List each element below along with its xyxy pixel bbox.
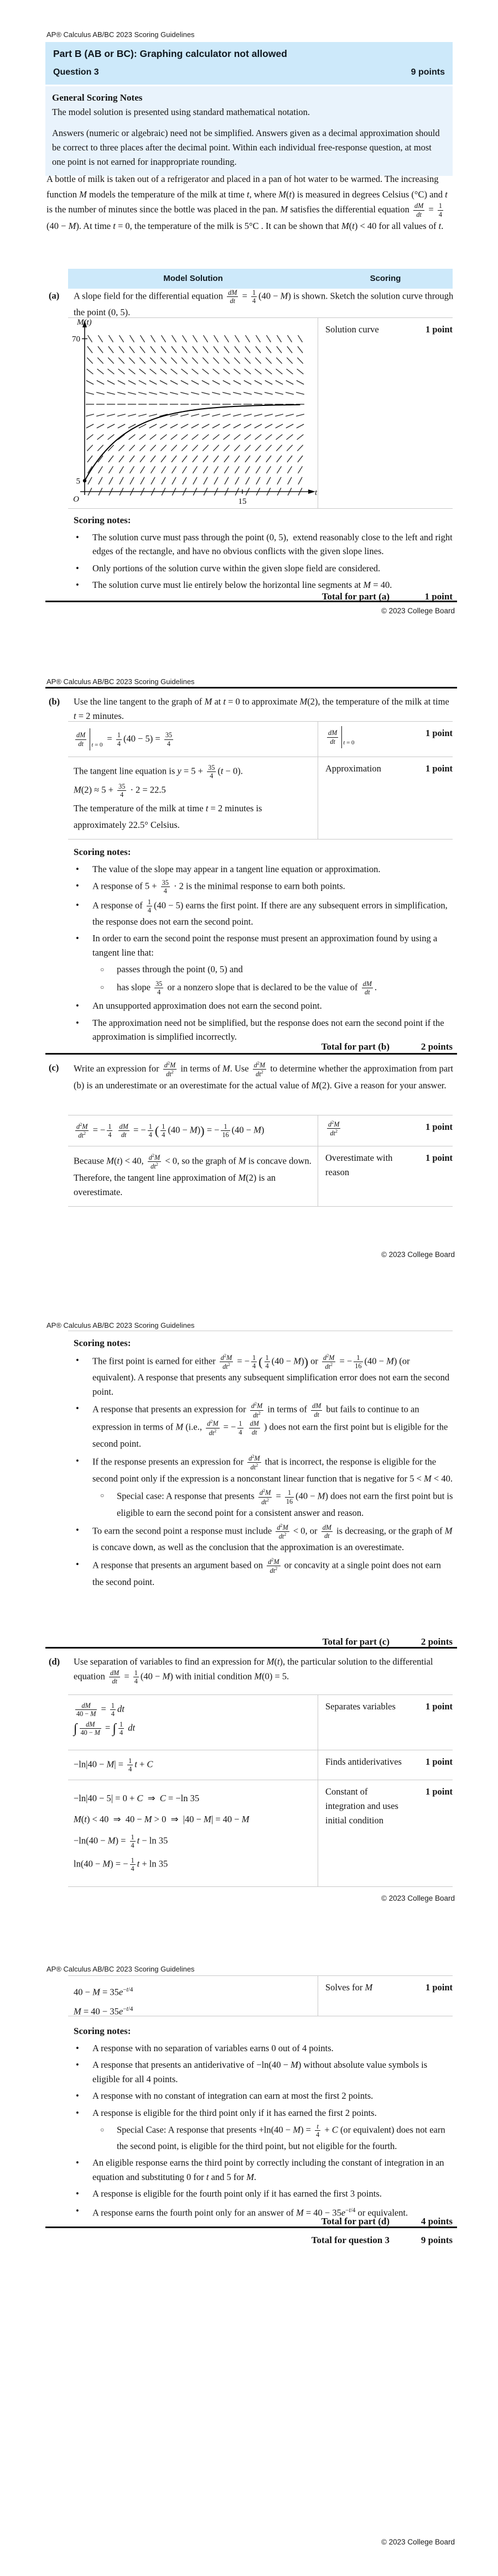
scoring-label: Overestimate with reason [325, 1153, 393, 1177]
points-badge: 1 point [425, 324, 453, 335]
bullet-text: In order to earn the second point the response must present an approximation found by using a tangent line that: [92, 933, 438, 958]
scoring-note-item [74, 530, 454, 559]
bullet-marker: • [76, 2042, 79, 2053]
scoring-note-item [74, 2106, 454, 2120]
part-b-label: (b) [49, 696, 60, 707]
points-badge: 1 point [425, 763, 453, 774]
scoring-notes-title: Scoring notes: [74, 515, 131, 525]
scoring-cell [318, 1115, 453, 1146]
model-solution-cell: Because M(t) < 40, $\frac{d^2M}{dt^2}$ < 0, so the graph of M is concave down. Therefore, the tangent line approximation of M(2) is an overestimate. [68, 1146, 318, 1206]
scoring-notes-title: Scoring notes: [74, 847, 131, 857]
scoring-label: $\frac{dM}{dt}$ t = 0 [325, 726, 356, 748]
general-scoring-notes-panel [45, 86, 453, 176]
bullet-text: Only portions of the solution curve within the given slope field are considered. [92, 562, 381, 573]
page-footer: © 2023 College Board [381, 1250, 455, 1259]
bullet-marker: • [76, 2107, 79, 2118]
points-badge: 1 point [425, 1786, 453, 1797]
page-footer: © 2023 College Board [381, 2538, 455, 2546]
bullet-marker: • [76, 1524, 79, 1535]
part-c-prompt: Write an expression for $\frac{d^2M}{dt^2}$ in terms of M. Use $\frac{d^2M}{dt^2}$ to determine whether the approximation from part (b) is an underestimate or an overestimate for the actual value of M(2). Give a reason for your answer. [74, 1061, 454, 1091]
part-b-prompt: Use the line tangent to the graph of M at t = 0 to approximate M(2), the temperature of the milk at time t = 2 minutes. [74, 696, 449, 721]
scoring-note-item [74, 1401, 454, 1451]
column-header-scoring: Scoring [370, 274, 401, 283]
scoring-note-item [74, 1353, 454, 1399]
total-label: Total for part (b) [321, 1041, 390, 1052]
bullet-marker: • [76, 1354, 79, 1365]
bullet-text: has slope $\frac{35}{4}$ or a nonzero slope that is declared to be the value of $\frac{dM}{dt}$ . [117, 979, 377, 996]
bullet-marker: • [76, 1403, 79, 1414]
total-points: 4 points [421, 2216, 453, 2226]
part-a-prompt: A slope field for the differential equation $\frac{dM}{dt}$ = $\frac{1}{4}$ (40 − M) is shown. Sketch the solution curve through the point (0, 5). [74, 289, 454, 317]
scoring-cell [318, 1695, 453, 1750]
points-badge: 1 point [425, 1153, 453, 1163]
bullet-text: An eligible response earns the third point by correctly including the constant of integration in an equation and substituting 0 for t and 5 for M. [92, 2157, 444, 2182]
scoring-note-item [74, 1454, 454, 1485]
scoring-label: Solves for M [325, 1982, 373, 1993]
scoring-label: Finds antiderivatives [325, 1756, 402, 1767]
page-header: AP® Calculus AB/BC 2023 Scoring Guidelines [46, 30, 195, 39]
part-d-label: (d) [49, 1656, 60, 1667]
general-notes-p1: The model solution is presented using standard mathematical notation. [52, 107, 310, 117]
scoring-note-item [74, 898, 454, 929]
section-divider [45, 1647, 457, 1649]
total-points: 2 points [421, 1636, 453, 1647]
scoring-note-item [74, 879, 454, 895]
bullet-text: A response of 5 + $\frac{35}{4}$ · 2 is the minimal response to earn both points. [92, 879, 345, 895]
table-row [68, 1694, 453, 1750]
table-row [68, 1146, 453, 1207]
scoring-cell [318, 722, 453, 757]
scoring-notes-b [74, 845, 454, 1044]
bullet-text: A response is eligible for the fourth point only if it has earned the first 3 points. [92, 2188, 382, 2199]
svg-text:5: 5 [76, 477, 80, 486]
table-row-slope-field [68, 317, 453, 509]
table-row [68, 721, 453, 757]
bullet-marker: ○ [100, 2126, 105, 2134]
bullet-text: An unsupported approximation does not earn the second point. [92, 1000, 322, 1011]
total-label: Total for question 3 [311, 2235, 390, 2245]
scoring-note-item [74, 2187, 454, 2201]
svg-text:O: O [73, 495, 79, 504]
model-solution-cell: $\frac{dM}{dt}$ t = 0 = $\frac{1}{4}$ (40 − 5) = $\frac{35}{4}$ [68, 722, 318, 757]
part-c-label: (c) [49, 1062, 59, 1073]
scoring-cell [318, 318, 453, 508]
section-divider [45, 1053, 457, 1055]
page-header: AP® Calculus AB/BC 2023 Scoring Guidelines [46, 677, 195, 686]
scoring-note-item [98, 962, 454, 977]
bullet-text: passes through the point (0, 5) and [117, 964, 243, 975]
model-solution-cell: $\frac{d^2M}{dt^2}$ = − $\frac{1}{4}$ $\frac{dM}{dt}$ = − $\frac{1}{4}$ ( $\frac{1}{4}$ (40 − M)) = − $\frac{1}{16}$ (40 − M) [68, 1115, 318, 1146]
bullet-text: If the response presents an expression for $\frac{d^2M}{dt^2}$ that is incorrect, the response is eligible for the second point only if the expression is a nonconstant linear function that is negative for 5 < M < 40. [92, 1453, 453, 1484]
svg-text:t: t [315, 488, 318, 497]
model-solution-cell: The tangent line equation is y = 5 + $\frac{35}{4}$ (t − 0). M(2) ≈ 5 + $\frac{35}{4}$ · 2 = 22.5 The temperature of the milk at time t = 2 minutes is approximately 22.5° Celsius. [68, 757, 318, 839]
scoring-cell [318, 1146, 453, 1206]
scoring-note-item [98, 1488, 454, 1520]
bullet-text: The approximation need not be simplified, but the response does not earn the second point if the approximation is simplified incorrectly. [92, 1017, 444, 1042]
general-notes-title: General Scoring Notes [52, 92, 143, 103]
svg-text:70: 70 [72, 335, 80, 344]
model-solution-cell: $\frac{dM}{40 - M}$ = $\frac{1}{4}$ dt ∫ $\frac{dM}{40 - M}$ = ∫ $\frac{1}{4}$ dt [68, 1695, 318, 1750]
bullet-text: A response earns the fourth point only for an answer of $M = 40 - 35e^{-t/4}$ or equivalent. [92, 2207, 408, 2218]
scoring-note-item [74, 1523, 454, 1555]
page-2 [0, 644, 498, 1287]
total-question [68, 2233, 453, 2248]
scoring-note-item [74, 2089, 454, 2103]
bullet-marker: • [76, 2090, 79, 2101]
total-label: Total for part (d) [321, 2216, 390, 2226]
page-footer: © 2023 College Board [381, 607, 455, 615]
model-solution-cell: $40 - M = 35e^{-t/4}$ $M = 40 - 35e^{-t/4}$ [68, 1976, 318, 2016]
bullet-text: Special case: A response that presents $\frac{d^2M}{dt^2}$ = $\frac{1}{16}$ (40 − M) does not earn the first point but is eligible to earn the second point for a consistent answer and reason. [117, 1488, 453, 1519]
scoring-note-item [74, 2058, 454, 2086]
general-notes-p2: Answers (numeric or algebraic) need not be simplified. Answers given as a decimal approximation should be correct to three places after the decimal point. Within each individual free-response question, at most one point is not earned for inappropriate rounding. [52, 128, 440, 167]
table-row [68, 1750, 453, 1780]
bullet-marker: • [76, 899, 79, 910]
points-badge: 1 point [425, 1701, 453, 1712]
bullet-text: Special Case: A response that presents +ln(40 − M) = $\frac{t}{4}$ + C (or equivalent) does not earn the second point, is eligible for the third point, but not eligible for the fourth. [117, 2123, 445, 2151]
table-row [68, 1975, 453, 2016]
total-points: 2 points [421, 1041, 453, 1052]
slope-field-figure [68, 318, 318, 508]
bullet-text: A response with no separation of variables earns 0 out of 4 points. [92, 2042, 334, 2053]
total-points: 9 points [421, 2235, 453, 2245]
scoring-note-item [74, 931, 454, 960]
scoring-label: Approximation [325, 763, 381, 774]
bullet-text: The value of the slope may appear in a tangent line equation or approximation. [92, 863, 381, 874]
model-solution-cell: −ln|40 − 5| = 0 + C ⇒ C = −ln 35 M(t) < 40 ⇒ 40 − M > 0 ⇒ |40 − M| = 40 − M −ln(40 − M) = $\frac{1}{4}$ t − ln 35 ln(40 − M) = − $\frac{1}{4}$ t + ln 35 [68, 1780, 318, 1886]
scoring-notes-title: Scoring notes: [74, 2026, 131, 2036]
scoring-notes-a [74, 513, 454, 592]
page-4 [0, 1931, 498, 2575]
bullet-marker: ○ [100, 983, 105, 991]
scoring-notes-title: Scoring notes: [74, 1338, 131, 1348]
scoring-notes-c [74, 1336, 454, 1589]
bullet-marker: • [76, 1000, 79, 1011]
part-title: Part B (AB or BC): Graphing calculator not allowed [53, 48, 287, 59]
bullet-marker: • [76, 2059, 79, 2070]
bullet-text: The solution curve must pass through the point (0, 5), extend reasonably close to the left and right edges of the rectangle, and have no obvious conflicts with the given slope lines. [92, 531, 453, 556]
scoring-label: Separates variables [325, 1701, 396, 1712]
question-points: 9 points [411, 67, 445, 77]
bullet-marker: • [76, 880, 79, 891]
scoring-notes-list-b [74, 862, 454, 1044]
scoring-note-item [74, 999, 454, 1013]
scoring-label: $\frac{d^2M}{dt^2}$ [328, 1120, 340, 1138]
scoring-notes-list-c [74, 1353, 454, 1589]
question-title-bar [45, 42, 453, 85]
question-number: Question 3 [53, 67, 99, 77]
svg-text:M(t): M(t) [77, 318, 92, 327]
bullet-marker: • [76, 2188, 79, 2199]
bullet-text: A response with no constant of integration can earn at most the first 2 points. [92, 2090, 374, 2101]
bullet-marker: • [76, 562, 79, 573]
column-header-model-solution: Model Solution [163, 274, 223, 283]
scoring-note-item [74, 1557, 454, 1589]
table-row [68, 1780, 453, 1887]
scoring-label: Constant of integration and uses initial condition [325, 1786, 398, 1826]
bullet-marker: • [76, 580, 79, 590]
bullet-text: The first point is earned for either $\frac{d^2M}{dt^2}$ = − $\frac{1}{4}$ ( $\frac{1}{4}$ (40 − M)) or $\frac{d^2M}{dt^2}$ = − $\frac{1}{16}$ (40 − M) (or equivalent). A response that presents any subsequent simplification error does not earn the second point. [92, 1353, 450, 1397]
part-a-label: (a) [49, 290, 60, 301]
bullet-text: A response that presents an expression for $\frac{d^2M}{dt^2}$ in terms of $\frac{dM}{dt}$ but fails to continue to an expression in terms of M (i.e., $\frac{d^2M}{dt^2}$ = − $\frac{1}{4}$ $\frac{dM}{dt}$ ) does not earn the first point but is eligible for the second point. [92, 1401, 448, 1449]
section-divider [45, 2226, 457, 2228]
scoring-notes-d [74, 2024, 454, 2220]
bullet-marker: ○ [100, 966, 105, 974]
total-part-b [68, 1040, 453, 1054]
bullet-marker: • [76, 933, 79, 944]
bullet-marker: • [76, 2205, 79, 2216]
solution-table-d-cont [68, 1975, 453, 2016]
table-row [68, 757, 453, 839]
solution-table-b [68, 721, 453, 839]
svg-text:15: 15 [238, 497, 247, 506]
part-d-prompt: Use separation of variables to find an expression for M(t), the particular solution to the differential equation $\frac{dM}{dt}$ = $\frac{1}{4}$ (40 − M) with initial condition M(0) = 5. [74, 1656, 433, 1686]
page-header: AP® Calculus AB/BC 2023 Scoring Guidelines [46, 1965, 195, 1973]
points-badge: 1 point [425, 1122, 453, 1132]
total-points: 1 point [424, 591, 453, 602]
page-1 [0, 0, 498, 644]
bullet-marker: • [76, 2157, 79, 2168]
bullet-text: A response that presents an argument based on $\frac{d^2M}{dt^2}$ or concavity at a single point does not earn the second point. [92, 1557, 441, 1587]
scoring-label: Solution curve [325, 324, 379, 335]
page-footer: © 2023 College Board [381, 1894, 455, 1902]
scoring-cell [318, 757, 453, 839]
total-label: Total for part (c) [322, 1636, 390, 1647]
scoring-note-item [74, 2156, 454, 2184]
total-label: Total for part (a) [321, 591, 390, 602]
points-badge: 1 point [425, 728, 453, 738]
section-divider [45, 601, 457, 602]
page-header: AP® Calculus AB/BC 2023 Scoring Guidelines [46, 1321, 195, 1329]
bullet-marker: • [76, 1017, 79, 1028]
bullet-text: A response is eligible for the third point only if it has earned the first 2 points. [92, 2107, 377, 2118]
scoring-note-item [74, 862, 454, 877]
scoring-cell [318, 1780, 453, 1886]
table-row [68, 1115, 453, 1146]
bullet-marker: • [76, 531, 79, 543]
bullet-text: To earn the second point a response must include $\frac{d^2M}{dt^2}$ < 0, or $\frac{dM}{dt}$ is decreasing, or the graph of M is concave down, as well as the conclusion that the approximation is an overestimate. [92, 1522, 453, 1553]
page-3 [0, 1287, 498, 1931]
bullet-marker: • [76, 863, 79, 874]
problem-statement: A bottle of milk is taken out of a refrigerator and placed in a pan of hot water to be warmed. The increasing function M models the temperature of the milk at time t, where M(t) is measured in degrees Celsius (°C) and t is the number of minutes since the bottle was placed in the pan. M satisfies the differential equation $\frac{dM}{dt}$ = $\frac{1}{4}$ (40 − M). At time t = 0, the temperature of the milk is 5°C . It can be shown that M(t) < 40 for all values of t. [46, 174, 448, 232]
model-solution-cell: −ln|40 − M| = $\frac{1}{4}$ t + C [68, 1750, 318, 1780]
solution-table-header [68, 269, 453, 289]
scoring-notes-list-a [74, 530, 454, 592]
scoring-note-item [74, 2041, 454, 2056]
bullet-marker: • [76, 1558, 79, 1569]
scoring-note-item [98, 2123, 454, 2153]
solution-table-c [68, 1115, 453, 1207]
points-badge: 1 point [425, 1982, 453, 1993]
solution-table-d [68, 1694, 453, 1887]
scoring-notes-list-d [74, 2041, 454, 2220]
scoring-cell [318, 1750, 453, 1780]
bullet-text: A response of $\frac{1}{4}$ (40 − 5) earns the first point. If there are any subsequent errors in simplification, the response does not earn the second point. [92, 898, 448, 927]
slope-field-cell [68, 318, 318, 508]
bullet-text: The solution curve must lie entirely below the horizontal line segments at M = 40. [92, 580, 392, 590]
bullet-marker: • [76, 1455, 79, 1466]
bullet-marker: ○ [100, 1492, 105, 1500]
scoring-note-item [98, 980, 454, 997]
scoring-note-item [74, 561, 454, 576]
points-badge: 1 point [425, 1756, 453, 1767]
section-divider [45, 687, 457, 689]
bullet-text: A response that presents an antiderivative of −ln(40 − M) without absolute value symbols is eligible for all 4 points. [92, 2059, 428, 2084]
scoring-cell [318, 1976, 453, 2016]
